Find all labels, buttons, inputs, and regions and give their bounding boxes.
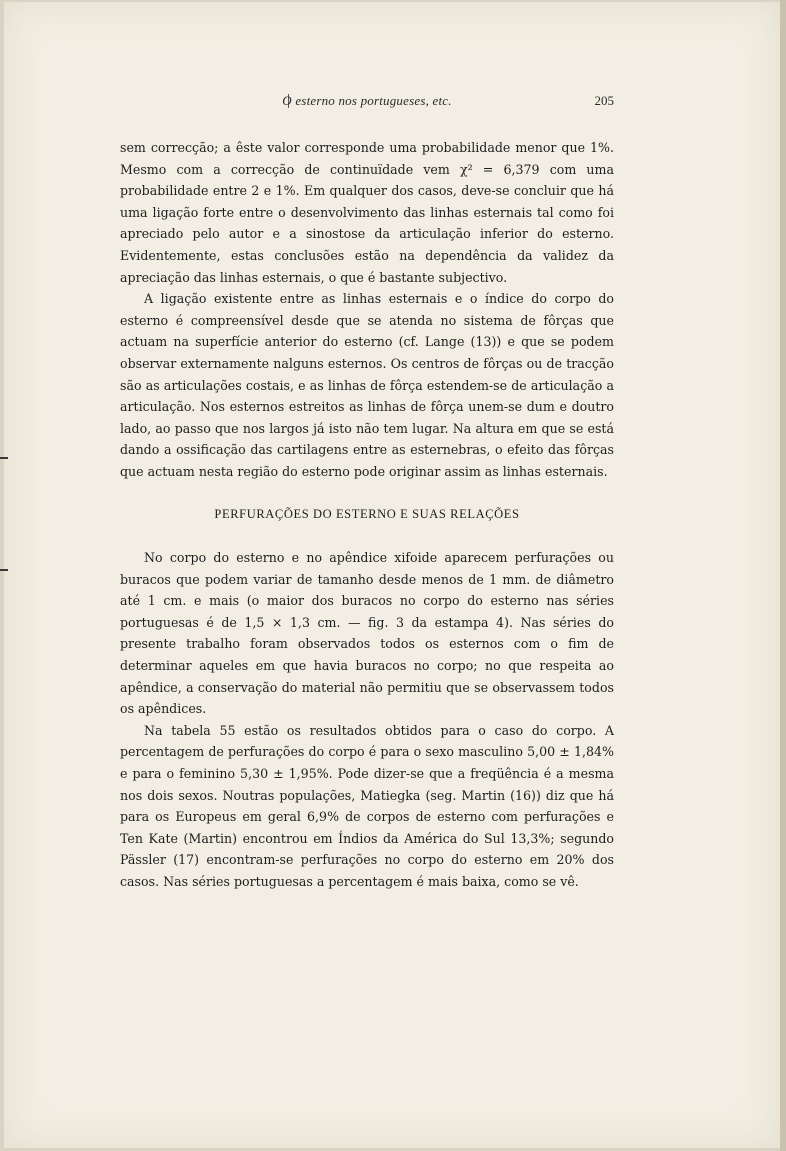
paragraph: sem correcção; a êste valor corresponde uma probabilidade menor que 1%. Mesmo com a correcção de continuïdade vem χ² = 6,379 com uma probabilidade entre 2 e 1%. Em qualquer dos casos, deve-se concluir que há uma ligação forte entre o desenvolvimento das linhas esternais tal como foi apreciado pelo autor e a sinostose da articulação inferior do esterno. Evidentemente, estas conclusões estão na dependência da validez da apreciação das linhas esternais, o que é bastante subjectivo.: [120, 140, 614, 285]
running-title: O esterno nos portugueses, etc.: [282, 93, 452, 108]
paragraph: A ligação existente entre as linhas esternais e o índice do corpo do esterno é compreensível desde que se atenda no sistema de fôrças que actuam na superfície anterior do esterno (cf. Lange (13)) e que se podem observar externamente nalguns esternos. Os centros de fôrças ou de tracção são as articulações costais, e as linhas de fôrça estendem-se de articulação a articulação. Nos esternos estreitos as linhas de fôrça unem-se dum e doutro lado, ao passo que nos largos já isto não tem lugar. Na altura em que se está dando a ossificação das cartilagens entre as esternebras, o efeito das fôrças que actuam nesta região do esterno pode originar assim as linhas esternais.: [120, 291, 614, 479]
edge-mark: [0, 457, 8, 459]
document-page: [4, 2, 780, 1148]
edge-mark: [0, 569, 8, 571]
page-header: [120, 93, 614, 113]
body-text: [120, 137, 614, 893]
page-edge: [780, 0, 786, 1151]
paragraph: No corpo do esterno e no apêndice xifoide aparecem perfurações ou buracos que podem variar de tamanho desde menos de 1 mm. de diâmetro até 1 cm. e mais (o maior dos buracos no corpo do esterno nas séries portuguesas é de 1,5 × 1,3 cm. — fig. 3 da estampa 4). Nas séries do presente trabalho foram observados todos os esternos com o fim de determinar aqueles em que havia buracos no corpo; no que respeita ao apêndice, a conservação do material não permitiu que se observassem todos os apêndices.: [120, 550, 614, 717]
page-number: 205: [594, 93, 614, 108]
section-heading: PERFURAÇÕES DO ESTERNO E SUAS RELAÇÕES: [214, 506, 520, 521]
paragraph: Na tabela 55 estão os resultados obtidos para o caso do corpo. A percentagem de perfurações do corpo é para o sexo masculino 5,00 ± 1,84% e para o feminino 5,30 ± 1,95%. Pode dizer-se que a freqüência é a mesma nos dois sexos. Noutras populações, Matiegka (seg. Martin (16)) diz que há para os Europeus em geral 6,9% de corpos de esterno com perfurações e Ten Kate (Martin) encontrou em Índios da América do Sul 13,3%; segundo Pässler (17) encontram-se perfurações no corpo do esterno em 20% dos casos. Nas séries portuguesas a percentagem é mais baixa, como se vê.: [120, 722, 614, 889]
